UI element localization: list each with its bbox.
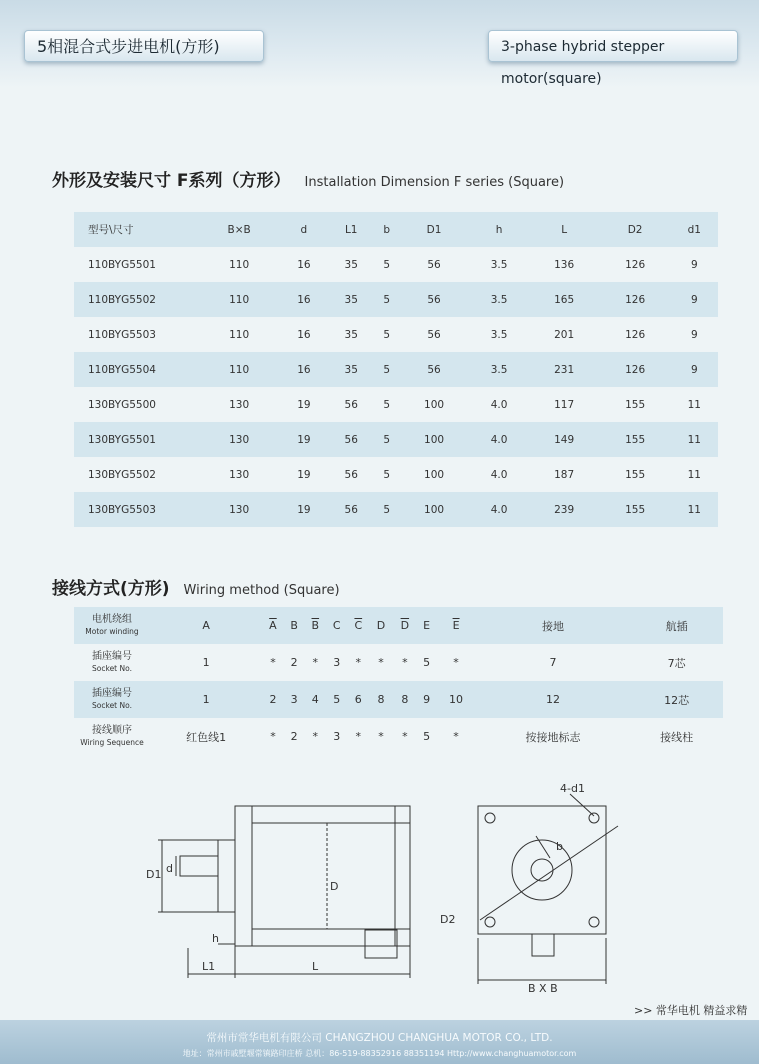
dimension-cell: 5 bbox=[383, 433, 391, 446]
wiring-cell: 5 bbox=[423, 656, 431, 669]
dimension-cell: 100 bbox=[424, 398, 445, 411]
dimension-cell: 155 bbox=[625, 503, 646, 516]
row-label-en: Motor winding bbox=[85, 626, 139, 636]
label-D1: D1 bbox=[146, 868, 162, 881]
wiring-cell: * bbox=[355, 730, 362, 743]
dimension-cell: 165 bbox=[554, 293, 575, 306]
front-connector bbox=[532, 934, 554, 956]
model-cell: 130BYG5502 bbox=[88, 468, 156, 481]
dimension-cell: 100 bbox=[424, 503, 445, 516]
dimension-cell: 130 bbox=[229, 468, 250, 481]
footer-contact: 地址：常州市戚墅堰常镇路印庄桥 总机：86-519-88352916 88351194 Http://www.changhuamotor.com bbox=[182, 1049, 577, 1058]
dimension-cell: 19 bbox=[297, 398, 311, 411]
footer-company: 常州市常华电机有限公司 CHANGZHOU CHANGHUA MOTOR CO., LTD. bbox=[206, 1032, 553, 1044]
wiring-cell: * bbox=[270, 656, 276, 669]
wiring-cell: 2 bbox=[269, 693, 277, 706]
dimension-cell: 5 bbox=[383, 468, 391, 481]
label-BxB: B X B bbox=[528, 982, 558, 994]
wiring-cell: 12 bbox=[545, 693, 560, 706]
col-header: d bbox=[300, 223, 308, 236]
wiring-cell: 12芯 bbox=[664, 693, 690, 707]
dimension-cell: 9 bbox=[690, 258, 698, 271]
table-row bbox=[74, 352, 718, 387]
model-cell: 130BYG5501 bbox=[88, 433, 156, 446]
dimension-cell: 3.5 bbox=[490, 293, 508, 306]
label-L: L bbox=[312, 960, 319, 973]
col-header: d1 bbox=[687, 223, 701, 236]
wiring-cell: 8 bbox=[401, 693, 409, 706]
dimension-cell: 16 bbox=[297, 328, 311, 341]
dimension-cell: 11 bbox=[687, 503, 701, 516]
dimension-cell: 56 bbox=[427, 363, 441, 376]
table-row bbox=[74, 282, 718, 317]
dimension-table bbox=[74, 212, 718, 527]
dimension-cell: 4.0 bbox=[490, 433, 508, 446]
motor-shaft bbox=[180, 856, 218, 876]
model-cell: 110BYG5504 bbox=[88, 363, 156, 376]
dimension-cell: 201 bbox=[554, 328, 575, 341]
slogan: >> 常华电机 精益求精 bbox=[634, 1004, 748, 1017]
wiring-cell: 3 bbox=[290, 693, 298, 706]
col-header: b bbox=[383, 223, 391, 236]
dimension-cell: 130 bbox=[229, 503, 250, 516]
wiring-cell: * bbox=[378, 656, 384, 669]
row-label bbox=[74, 607, 150, 644]
dimension-cell: 56 bbox=[344, 468, 358, 481]
wiring-cell: $\overline{C}$ bbox=[354, 619, 363, 632]
row-label-cn: 电机绕组 bbox=[92, 613, 132, 625]
side-connector bbox=[365, 930, 397, 958]
wiring-title-cn: 接线方式(方形) bbox=[52, 579, 170, 599]
wiring-table bbox=[74, 607, 723, 755]
wiring-cell: 2 bbox=[290, 656, 298, 669]
dimension-cell: 155 bbox=[625, 433, 646, 446]
dimension-cell: 9 bbox=[690, 363, 698, 376]
dimension-cell: 155 bbox=[625, 468, 646, 481]
label-L1: L1 bbox=[202, 960, 216, 973]
dimension-cell: 5 bbox=[383, 293, 391, 306]
dimension-header-row bbox=[74, 212, 718, 247]
wiring-cell: * bbox=[402, 656, 408, 669]
row-label-en: Socket No. bbox=[92, 663, 132, 673]
col-header: B×B bbox=[227, 223, 251, 236]
dimension-cell: 56 bbox=[427, 258, 441, 271]
label-4-d1: 4-d1 bbox=[560, 782, 585, 795]
row-label-cn: 插座编号 bbox=[92, 687, 132, 699]
dimension-cell: 19 bbox=[297, 468, 311, 481]
wiring-cell: 6 bbox=[354, 693, 362, 706]
wiring-cell: 3 bbox=[333, 656, 341, 669]
col-header: D2 bbox=[627, 223, 643, 236]
dimension-cell: 100 bbox=[424, 468, 445, 481]
dimension-cell: 149 bbox=[554, 433, 575, 446]
model-cell: 130BYG5503 bbox=[88, 503, 156, 516]
dimension-cell: 231 bbox=[554, 363, 575, 376]
dimension-cell: 56 bbox=[344, 433, 358, 446]
dimension-cell: 3.5 bbox=[490, 363, 508, 376]
dimension-cell: 16 bbox=[297, 363, 311, 376]
motor-body-front bbox=[478, 806, 606, 934]
wiring-cell: 7 bbox=[549, 656, 557, 669]
dimension-cell: 5 bbox=[383, 363, 391, 376]
model-cell: 110BYG5502 bbox=[88, 293, 156, 306]
wiring-section-title bbox=[52, 574, 340, 599]
wiring-cell: C bbox=[332, 619, 341, 632]
socket-row-1 bbox=[74, 644, 723, 681]
wiring-cell: 接线柱 bbox=[660, 730, 694, 744]
page-title-en: 3-phase hybrid stepper motor(square) bbox=[488, 30, 738, 62]
wiring-cell: 3 bbox=[333, 730, 341, 743]
model-cell: 110BYG5503 bbox=[88, 328, 156, 341]
row-label-en: Wiring Sequence bbox=[80, 737, 144, 747]
wiring-cell: 7芯 bbox=[667, 656, 686, 670]
dimension-cell: 56 bbox=[427, 328, 441, 341]
wiring-cell: 航插 bbox=[665, 619, 688, 633]
wiring-cell: E bbox=[423, 619, 431, 632]
wiring-cell: * bbox=[312, 656, 319, 669]
dimension-cell: 35 bbox=[344, 328, 358, 341]
motor-dimension-drawing bbox=[140, 778, 630, 994]
row-label bbox=[74, 644, 150, 681]
dimension-cell: 9 bbox=[690, 328, 698, 341]
dimension-cell: 126 bbox=[625, 363, 646, 376]
dimension-cell: 4.0 bbox=[490, 468, 508, 481]
wiring-cell: * bbox=[378, 730, 384, 743]
dimension-cell: 11 bbox=[687, 468, 701, 481]
dimension-cell: 130 bbox=[229, 398, 250, 411]
dimension-cell: 110 bbox=[229, 258, 250, 271]
dimension-title-cn: 外形及安装尺寸 F系列（方形） bbox=[52, 171, 291, 191]
dimension-cell: 117 bbox=[554, 398, 575, 411]
dimension-section-title bbox=[52, 166, 564, 191]
wiring-cell: 10 bbox=[449, 693, 464, 706]
dimension-cell: 19 bbox=[297, 433, 311, 446]
dimension-cell: 35 bbox=[344, 258, 358, 271]
dimension-cell: 35 bbox=[344, 293, 358, 306]
label-h: h bbox=[212, 932, 219, 945]
wiring-cell: A bbox=[202, 619, 210, 632]
wiring-cell: * bbox=[270, 730, 276, 743]
dimension-cell: 35 bbox=[344, 363, 358, 376]
col-header: L1 bbox=[344, 223, 358, 236]
dimension-cell: 5 bbox=[383, 398, 391, 411]
wiring-cell: * bbox=[312, 730, 319, 743]
wiring-cell: 5 bbox=[423, 730, 431, 743]
dimension-cell: 16 bbox=[297, 293, 311, 306]
row-label bbox=[74, 681, 150, 718]
col-header: L bbox=[561, 223, 568, 236]
wiring-cell: * bbox=[355, 656, 362, 669]
motor-flange bbox=[218, 840, 235, 912]
wiring-cell: 1 bbox=[202, 693, 210, 706]
dimension-cell: 110 bbox=[229, 363, 250, 376]
row-label-cn: 插座编号 bbox=[92, 650, 132, 662]
wiring-sequence-row bbox=[74, 718, 723, 755]
label-D2: D2 bbox=[440, 913, 456, 926]
dimension-title-en: Installation Dimension F series (Square) bbox=[304, 175, 565, 190]
dimension-cell: 9 bbox=[690, 293, 698, 306]
label-b: b bbox=[556, 840, 563, 853]
dimension-cell: 126 bbox=[625, 258, 646, 271]
dimension-cell: 56 bbox=[344, 398, 358, 411]
table-row bbox=[74, 457, 718, 492]
table-row bbox=[74, 422, 718, 457]
wiring-cell: * bbox=[402, 730, 408, 743]
wiring-cell: 8 bbox=[377, 693, 385, 706]
wiring-cell: 9 bbox=[423, 693, 431, 706]
motor-winding-row bbox=[74, 607, 723, 644]
table-row bbox=[74, 492, 718, 527]
wiring-cell: 接地 bbox=[541, 619, 564, 633]
dimension-cell: 4.0 bbox=[490, 398, 508, 411]
dimension-cell: 126 bbox=[625, 293, 646, 306]
dimension-cell: 5 bbox=[383, 503, 391, 516]
dimension-cell: 126 bbox=[625, 328, 646, 341]
model-cell: 110BYG5501 bbox=[88, 258, 156, 271]
dimension-cell: 110 bbox=[229, 293, 250, 306]
dimension-cell: 155 bbox=[625, 398, 646, 411]
page-title-cn: 5相混合式步进电机(方形) bbox=[24, 30, 264, 62]
dimension-cell: 100 bbox=[424, 433, 445, 446]
wiring-cell: * bbox=[453, 730, 459, 743]
row-label bbox=[74, 718, 150, 755]
table-row bbox=[74, 247, 718, 282]
dimension-cell: 136 bbox=[554, 258, 575, 271]
front-boss bbox=[512, 840, 572, 900]
wiring-cell: $\overline{E}$ bbox=[452, 619, 460, 632]
dimension-cell: 5 bbox=[383, 328, 391, 341]
socket-row-2 bbox=[74, 681, 723, 718]
wiring-cell: 4 bbox=[311, 693, 319, 706]
dimension-cell: 19 bbox=[297, 503, 311, 516]
wiring-cell: 红色线1 bbox=[186, 730, 227, 744]
table-row bbox=[74, 317, 718, 352]
col-header: 型号\尺寸 bbox=[88, 224, 134, 236]
wiring-cell: 2 bbox=[290, 730, 298, 743]
table-row bbox=[74, 387, 718, 422]
col-header: D1 bbox=[426, 223, 442, 236]
dimension-cell: 3.5 bbox=[490, 328, 508, 341]
wiring-cell: $\overline{B}$ bbox=[311, 619, 320, 632]
wiring-cell: 按接地标志 bbox=[525, 730, 581, 744]
dimension-cell: 11 bbox=[687, 398, 701, 411]
dimension-cell: 110 bbox=[229, 328, 250, 341]
label-d: d bbox=[166, 862, 173, 875]
wiring-title-en: Wiring method (Square) bbox=[183, 583, 340, 598]
dimension-cell: 56 bbox=[344, 503, 358, 516]
model-cell: 130BYG5500 bbox=[88, 398, 156, 411]
dimension-cell: 11 bbox=[687, 433, 701, 446]
label-D: D bbox=[330, 880, 339, 893]
dimension-cell: 239 bbox=[554, 503, 575, 516]
dimension-cell: 187 bbox=[554, 468, 575, 481]
row-label-cn: 接线顺序 bbox=[92, 724, 132, 736]
dimension-cell: 130 bbox=[229, 433, 250, 446]
row-label-en: Socket No. bbox=[92, 700, 132, 710]
wiring-cell: $\overline{A}$ bbox=[269, 619, 277, 632]
wiring-cell: * bbox=[453, 656, 459, 669]
wiring-cell: B bbox=[290, 619, 298, 632]
dimension-cell: 4.0 bbox=[490, 503, 508, 516]
dimension-cell: 5 bbox=[383, 258, 391, 271]
wiring-cell: 1 bbox=[202, 656, 210, 669]
dimension-cell: 16 bbox=[297, 258, 311, 271]
wiring-cell: 5 bbox=[333, 693, 341, 706]
dimension-cell: 3.5 bbox=[490, 258, 508, 271]
wiring-cell: $\overline{D}$ bbox=[400, 619, 410, 632]
motor-body-side bbox=[235, 806, 410, 946]
wiring-cell: D bbox=[376, 619, 386, 632]
dimension-cell: 56 bbox=[427, 293, 441, 306]
col-header: h bbox=[495, 223, 503, 236]
